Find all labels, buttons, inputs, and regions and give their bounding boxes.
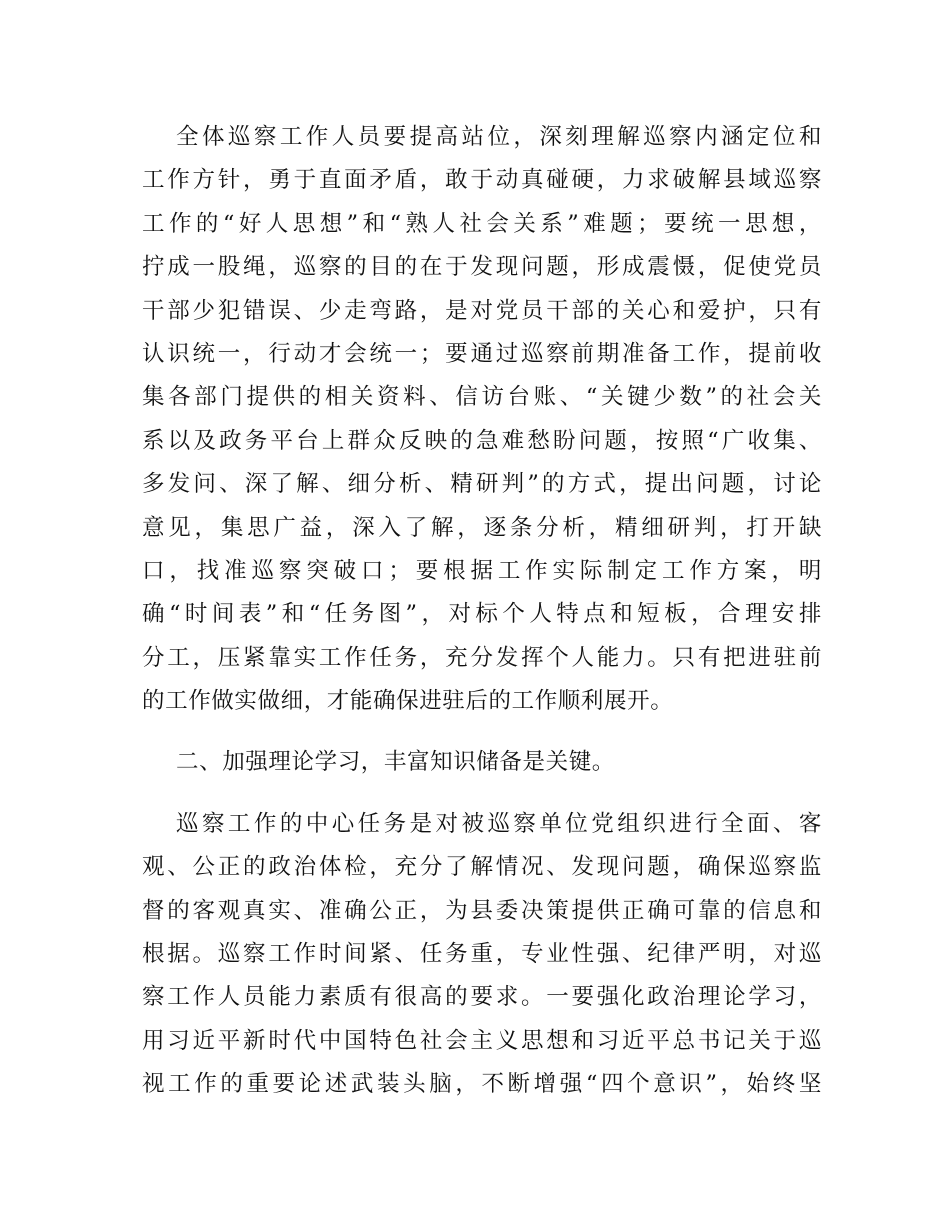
- paragraph-line: 分工，压紧靠实工作任务，充分发挥个人能力。只有把进驻前: [142, 644, 822, 671]
- paragraph-line: 系以及政务平台上群众反映的急难愁盼问题，按照“广收集、: [142, 427, 822, 454]
- paragraph-spacer: [142, 723, 822, 741]
- document-body: [142, 116, 822, 1107]
- paragraph-line: 全体巡察工作人员要提高站位，深刻理解巡察内涵定位和: [176, 124, 822, 150]
- paragraph-line: 用习近平新时代中国特色社会主义思想和习近平总书记关于巡: [142, 1027, 822, 1054]
- paragraph-1: [142, 116, 822, 723]
- paragraph-line: 集各部门提供的相关资料、信访台账、“关键少数”的社会关: [142, 384, 822, 411]
- paragraph-line: 的工作做实做细，才能确保进驻后的工作顺利展开。: [142, 688, 674, 715]
- paragraph-line: 意见，集思广益，深入了解，逐条分析，精细研判，打开缺: [142, 514, 822, 541]
- paragraph-line: 确“时间表”和“任务图”，对标个人特点和短板，合理安排: [142, 601, 822, 628]
- paragraph-line: 观、公正的政治体检，充分了解情况、发现问题，确保巡察监: [142, 854, 822, 881]
- paragraph-line: 工作的“好人思想”和“熟人社会关系”难题；要统一思想，: [142, 210, 822, 237]
- paragraph-line: 视工作的重要论述武装头脑，不断增强“四个意识”，始终坚: [142, 1071, 822, 1098]
- paragraph-line: 工作方针，勇于直面矛盾，敢于动真碰硬，力求破解县域巡察: [142, 167, 822, 194]
- paragraph-line: 多发问、深了解、细分析、精研判”的方式，提出问题，讨论: [142, 471, 822, 498]
- paragraph-line: 根据。巡察工作时间紧、任务重，专业性强、纪律严明，对巡: [142, 941, 822, 968]
- paragraph-2: [142, 803, 822, 1107]
- paragraph-line: 督的客观真实、准确公正，为县委决策提供正确可靠的信息和: [142, 897, 822, 924]
- paragraph-line: 干部少犯错误、少走弯路，是对党员干部的关心和爱护，只有: [142, 297, 822, 324]
- paragraph-line: 巡察工作的中心任务是对被巡察单位党组织进行全面、客: [176, 810, 822, 837]
- paragraph-line: 拧成一股绳，巡察的目的在于发现问题，形成震慑，促使党员: [142, 254, 822, 281]
- section-heading: 二、加强理论学习，丰富知识储备是关键。: [176, 749, 615, 776]
- paragraph-line: 察工作人员能力素质有很高的要求。一要强化政治理论学习，: [142, 984, 822, 1011]
- paragraph-line: 认识统一，行动才会统一；要通过巡察前期准备工作，提前收: [142, 340, 822, 367]
- paragraph-spacer: [142, 785, 822, 803]
- paragraph-line: 口，找准巡察突破口；要根据工作实际制定工作方案，明: [142, 557, 822, 584]
